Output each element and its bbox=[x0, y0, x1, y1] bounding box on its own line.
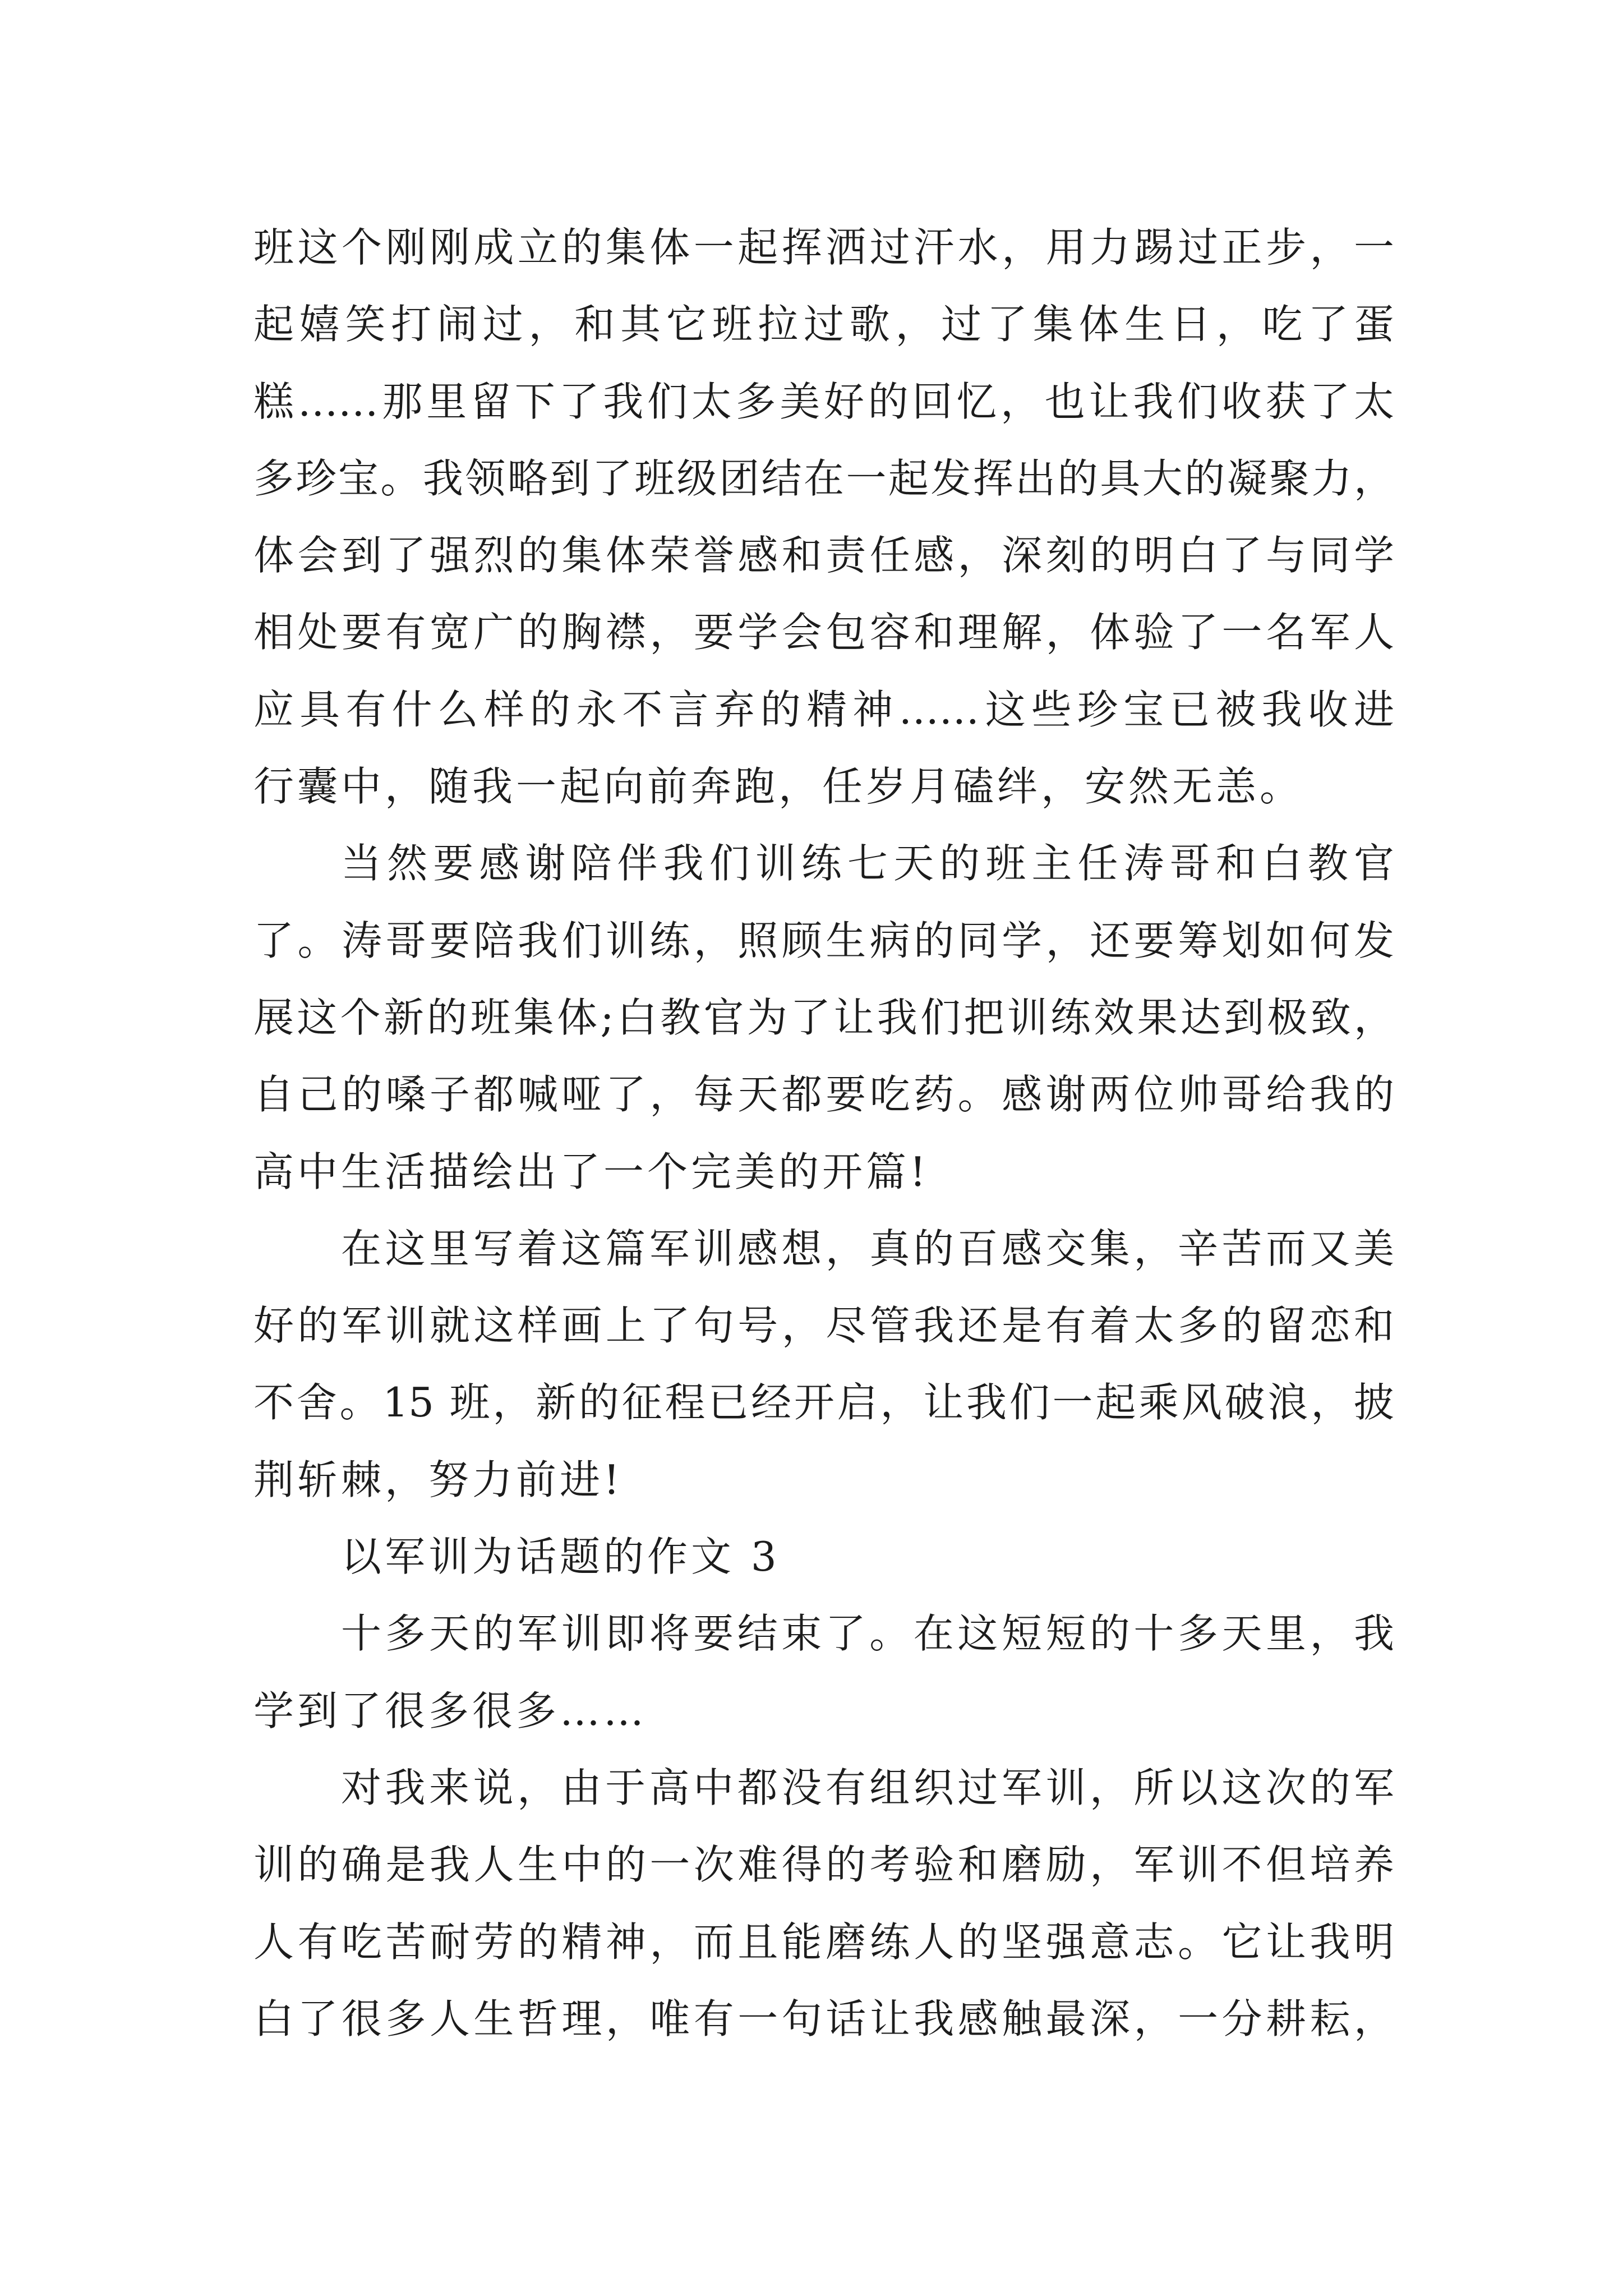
text-line: 应具有什么样的永不言弃的精神……这些珍宝已被我收进 bbox=[253, 685, 1394, 733]
text-line: 起嬉笑打闹过，和其它班拉过歌，过了集体生日，吃了蛋 bbox=[253, 301, 1394, 348]
text-line: 高中生活描绘出了一个完美的开篇! bbox=[253, 1148, 929, 1195]
text-line: 白了很多人生哲理，唯有一句话让我感触最深，一分耕耘， bbox=[253, 1995, 1394, 2042]
text-line: 糕……那里留下了我们太多美好的回忆，也让我们收获了太 bbox=[253, 378, 1394, 425]
text-line: 十多天的军训即将要结束了。在这短短的十多天里，我 bbox=[341, 1610, 1394, 1658]
body-text bbox=[253, 209, 1394, 2058]
text-line: 人有吃苦耐劳的精神，而且能磨练人的坚强意志。它让我明 bbox=[253, 1918, 1394, 1966]
text-line: 对我来说，由于高中都没有组织过军训，所以这次的军 bbox=[341, 1764, 1394, 1811]
text-line: 学到了很多很多…… bbox=[253, 1687, 648, 1734]
section-heading bbox=[253, 1519, 1394, 1595]
text-line: 自己的嗓子都喊哑了，每天都要吃药。感谢两位帅哥给我的 bbox=[253, 1071, 1394, 1119]
text-line: 好的军训就这样画上了句号，尽管我还是有着太多的留恋和 bbox=[253, 1302, 1394, 1350]
paragraph bbox=[253, 1211, 1394, 1519]
paragraph bbox=[253, 1750, 1394, 2058]
text-line: 在这里写着这篇军训感想，真的百感交集，辛苦而又美 bbox=[341, 1225, 1394, 1272]
text-line: 训的确是我人生中的一次难得的考验和磨励，军训不但培养 bbox=[253, 1841, 1394, 1889]
text-line: 了。涛哥要陪我们训练，照顾生病的同学，还要筹划如何发 bbox=[253, 917, 1394, 964]
text-line: 行囊中，随我一起向前奔跑，任岁月磕绊，安然无恙。 bbox=[253, 763, 1304, 811]
text-line: 班这个刚刚成立的集体一起挥洒过汗水，用力踢过正步，一 bbox=[253, 224, 1394, 271]
text-line: 展这个新的班集体;白教官为了让我们把训练效果达到极致， bbox=[253, 993, 1394, 1041]
text-line: 体会到了强烈的集体荣誉感和责任感，深刻的明白了与同学 bbox=[253, 532, 1394, 579]
paragraph bbox=[253, 825, 1394, 1210]
paragraph bbox=[253, 209, 1394, 825]
heading-line: 以军训为话题的作文 3 bbox=[341, 1533, 780, 1581]
text-line: 相处要有宽广的胸襟，要学会包容和理解，体验了一名军人 bbox=[253, 609, 1394, 656]
paragraph bbox=[253, 1595, 1394, 1750]
text-line: 荆斩棘，努力前进! bbox=[253, 1456, 623, 1503]
text-line: 不舍。15 班，新的征程已经开启，让我们一起乘风破浪，披 bbox=[253, 1379, 1394, 1427]
text-line: 当然要感谢陪伴我们训练七天的班主任涛哥和白教官 bbox=[341, 840, 1394, 887]
text-line: 多珍宝。我领略到了班级团结在一起发挥出的具大的凝聚力， bbox=[253, 454, 1394, 502]
